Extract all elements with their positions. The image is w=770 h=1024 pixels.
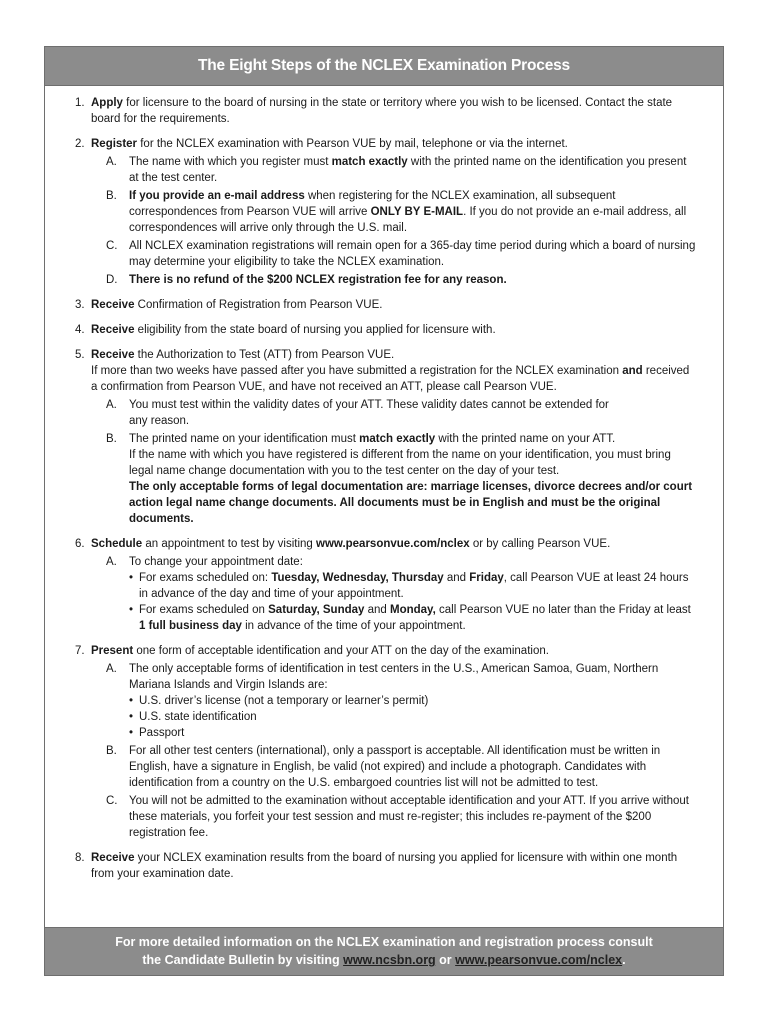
sub-item [91,793,697,841]
text-run: If the name with which you have registered is different from the name on your identification, you must bring legal name change documentation with you to the test center on the day of your test. [129,449,671,477]
text-run: received a confirmation from Pearson VUE, and have not received an ATT, please call Pearson VUE. [91,365,690,393]
step-6 [75,536,697,634]
sub-item-text [129,743,697,791]
bold-text: match exactly [359,433,436,445]
step-3 [75,297,697,313]
sub-item [91,743,697,791]
bold-text: and [622,365,643,377]
bold-text: ONLY BY E-MAIL [370,206,464,218]
bold-text: Saturday, Sunday [268,604,365,616]
step-number: 3. [75,299,85,311]
bold-text: www.pearsonvue.com/nclex [316,538,470,550]
sub-item-letter: A. [106,556,117,568]
sub-item-letter: B. [106,190,117,202]
text-run: Confirmation of Registration from Pearson VUE. [134,299,383,311]
bold-text: Monday, [390,604,436,616]
bold-text: The only acceptable forms of legal documentation are: marriage licenses, divorce decrees and/or court action legal name change documents. All documents must be in English and must be the original documents. [129,481,693,525]
text-run: your NCLEX examination results from the board of nursing you applied for licensure with within one month from your examination date. [91,852,678,880]
bold-text: Schedule [91,538,143,550]
sub-item [91,154,697,186]
sub-item [91,661,697,741]
bold-text: Tuesday, Wednesday, Thursday [271,572,444,584]
text-run: any reason. [129,415,190,427]
sub-item-letter: B. [106,433,117,445]
sub-item-letter: D. [106,274,118,286]
sub-item-text [129,397,697,429]
step-number: 7. [75,645,85,657]
text-run: You must test within the validity dates of your ATT. These validity dates cannot be extended for [129,399,609,411]
sub-item-text [129,431,697,527]
text-run: with the printed name on the identification you present at the test center. [129,156,687,184]
step-number: 8. [75,852,85,864]
step-7 [75,643,697,841]
step-number: 5. [75,349,85,361]
text-run: If more than two weeks have passed after you have submitted a registration for the NCLEX examination [91,365,623,377]
footer-banner [45,927,723,975]
pearsonvue-link[interactable]: www.pearsonvue.com/nclex [455,953,623,967]
sub-item-letter: A. [106,663,117,675]
bullet-item [129,602,697,634]
bold-text: Friday [469,572,504,584]
step-text [91,322,697,338]
sub-item-letter: B. [106,745,117,757]
text-run: . If you do not provide an e-mail address, all correspondences will arrive only through the U.S. mail. [129,206,687,234]
text-run: Passport [139,727,185,739]
footer-line-2 [45,951,723,969]
text-run: The printed name on your identification must [129,433,360,445]
text-run: For exams scheduled on: [139,572,272,584]
sub-item [91,272,697,288]
sub-item-letter: A. [106,399,117,411]
text-run: for licensure to the board of nursing in the state or territory where you wish to be licensed. Contact the state board for the requirements. [91,97,673,125]
step-text [91,850,697,882]
sub-item-letter: A. [106,156,117,168]
sub-item [91,238,697,270]
bold-text: If you provide an e-mail address [129,190,305,202]
step-2 [75,136,697,288]
bold-text: Receive [91,299,135,311]
bullet-item [129,725,697,741]
step-number: 4. [75,324,85,336]
footer-prefix: the Candidate Bulletin by visiting [142,953,344,967]
title-bar [45,47,723,86]
text-run: To change your appointment date: [129,556,303,568]
step-text [91,643,697,659]
step-number: 2. [75,138,85,150]
text-run: U.S. driver’s license (not a temporary or learner’s permit) [139,695,429,707]
step-text [91,347,697,395]
document-frame [44,46,724,976]
footer-line-1: For more detailed information on the NCLEX examination and registration process consult [115,935,653,949]
text-run: in advance of the time of your appointment. [241,620,466,632]
step-text [91,95,697,127]
step-1 [75,95,697,127]
step-text [91,297,697,313]
bold-text: Present [91,645,134,657]
text-run: or by calling Pearson VUE. [469,538,611,550]
bold-text: Apply [91,97,123,109]
steps-list [45,86,723,882]
bullet-item [129,709,697,725]
footer-period: . [622,953,626,967]
sub-item [91,397,697,429]
bold-text: Receive [91,349,135,361]
text-run: All NCLEX examination registrations will remain open for a 365-day time period during which a board of nursing may determine your eligibility to take the NCLEX examination. [129,240,696,268]
sub-item-text [129,188,697,236]
bold-text: 1 full business day [139,620,242,632]
text-run: for the NCLEX examination with Pearson VUE by mail, telephone or via the internet. [137,138,568,150]
sub-item-text [129,272,697,288]
step-4 [75,322,697,338]
text-run: For all other test centers (international), only a passport is acceptable. All identification must be written in English, have a signature in English, be valid (not expired) and include a photograph. Candidates with identification from a country on the U.S. embargoed countries list will not be admitted to test. [129,745,661,789]
bold-text: There is no refund of the $200 NCLEX registration fee for any reason. [129,274,507,286]
bullet-item [129,570,697,602]
text-run: , call Pearson VUE at least 24 hours in advance of the day and time of your appointment. [139,572,689,600]
text-run: an appointment to test by visiting [142,538,317,550]
text-run: and [364,604,390,616]
text-run: The name with which you register must [129,156,332,168]
step-text [91,136,697,152]
sub-item-text [129,554,697,570]
sub-item [91,188,697,236]
footer-or: or [435,953,456,967]
text-run: call Pearson VUE no later than the Friday at least [435,604,691,616]
step-number: 1. [75,97,85,109]
page-title: The Eight Steps of the NCLEX Examination Process [198,57,570,74]
sub-item [91,554,697,634]
step-5 [75,347,697,527]
sub-item-letter: C. [106,795,118,807]
text-run: with the printed name on your ATT. [435,433,616,445]
text-run: U.S. state identification [139,711,257,723]
sub-item-text [129,793,697,841]
sub-item-text [129,238,697,270]
bold-text: Register [91,138,138,150]
sub-item [91,431,697,527]
sub-item-text [129,154,697,186]
step-number: 6. [75,538,85,550]
sub-item-text [129,661,697,693]
bold-text: match exactly [331,156,408,168]
text-run: when registering for the NCLEX examination, all subsequent correspondences from Pearson VUE will arrive [129,190,616,218]
text-run: and [443,572,470,584]
bold-text: Receive [91,852,135,864]
bold-text: Receive [91,324,135,336]
bullet-item [129,693,697,709]
text-run: eligibility from the state board of nursing you applied for licensure with. [134,324,496,336]
text-run: The only acceptable forms of identification in test centers in the U.S., American Samoa, Guam, Northern Mariana Islands and Virgin Islands are: [129,663,659,691]
text-run: For exams scheduled on [139,604,269,616]
sub-item-letter: C. [106,240,118,252]
text-run: the Authorization to Test (ATT) from Pearson VUE. [134,349,395,361]
text-run: You will not be admitted to the examination without acceptable identification and your ATT. If you arrive without these materials, you forfeit your test session and must re-register; this includes re-payment of the $200 registration fee. [129,795,689,839]
text-run: one form of acceptable identification and your ATT on the day of the examination. [133,645,549,657]
step-8 [75,850,697,882]
step-text [91,536,697,552]
ncsbn-link[interactable]: www.ncsbn.org [343,953,436,967]
